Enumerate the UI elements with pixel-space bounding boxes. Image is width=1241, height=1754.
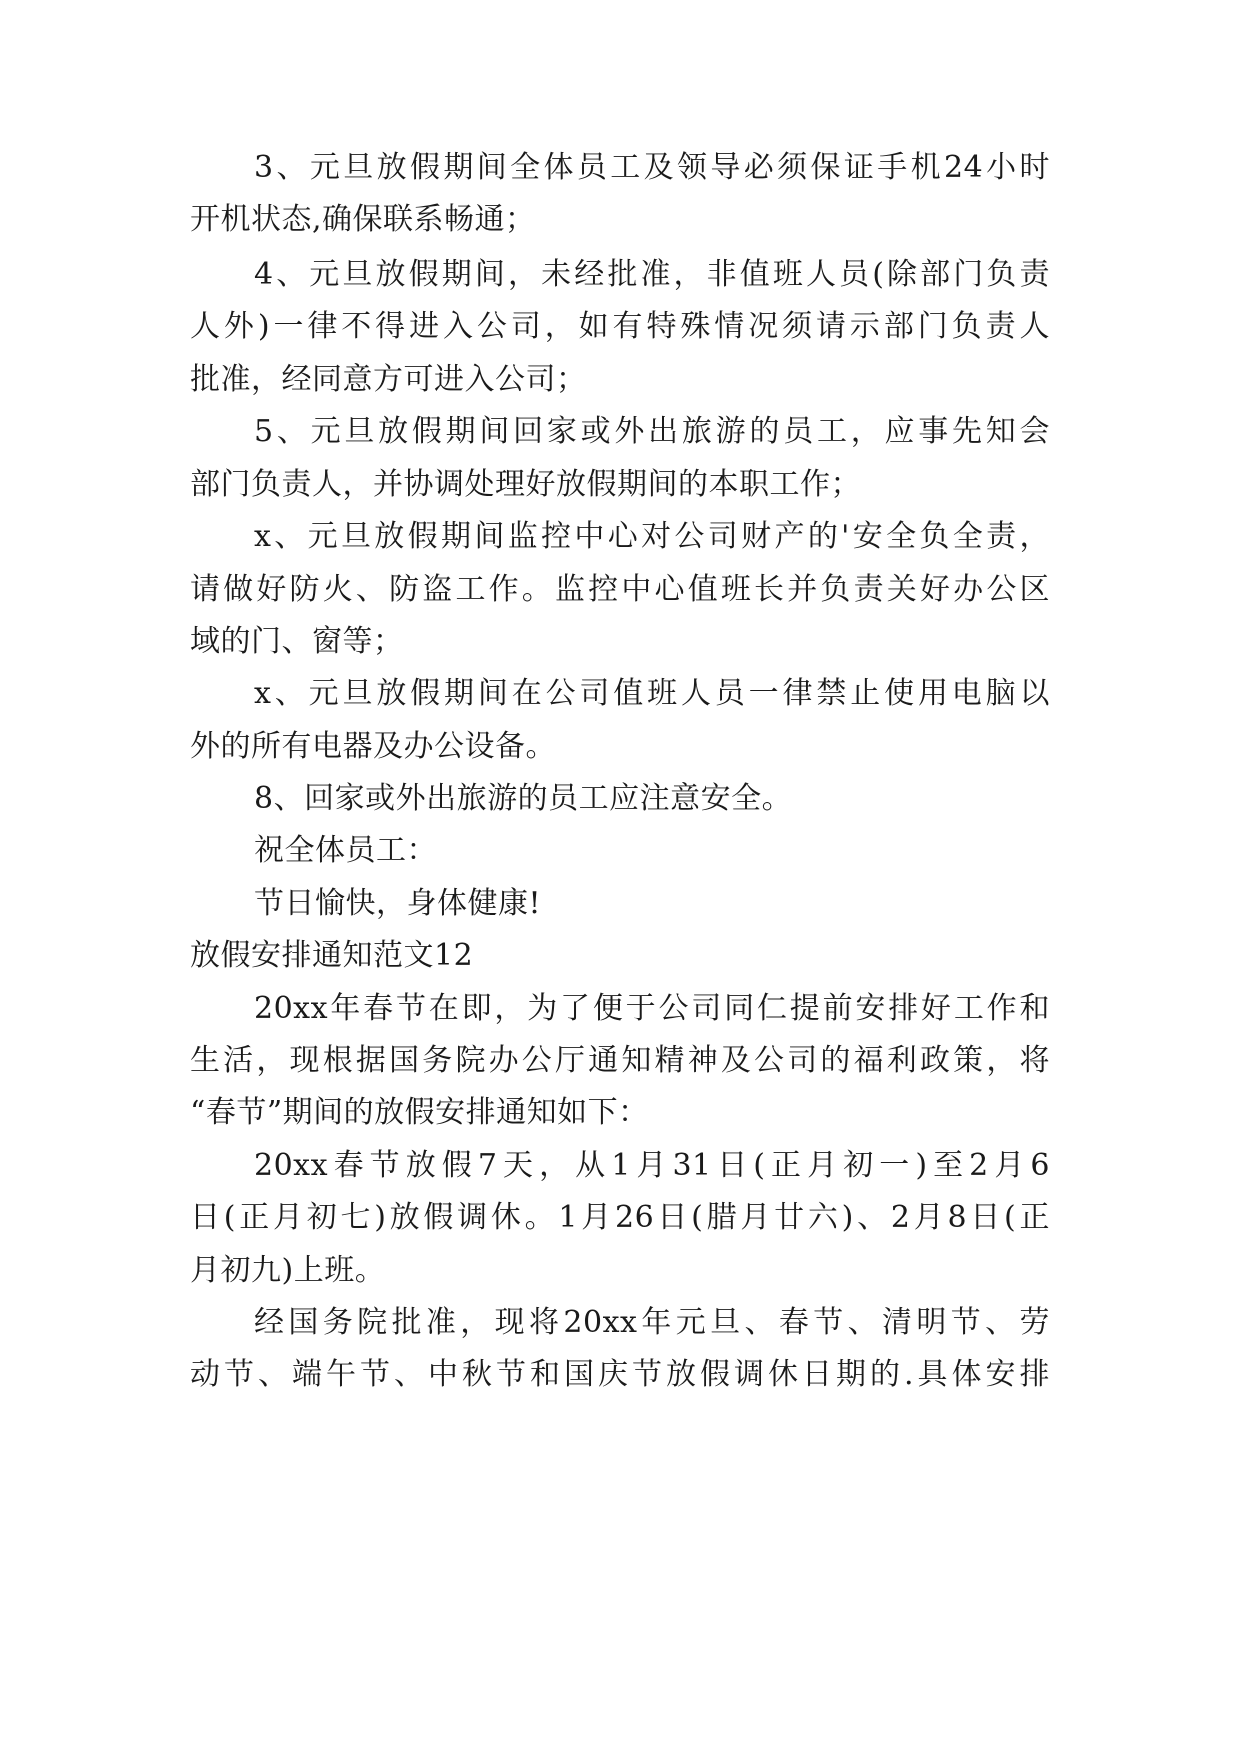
paragraph-line: 生活，现根据国务院办公厅通知精神及公司的福利政策，将 — [190, 1043, 1050, 1078]
paragraph-line: 经国务院批准，现将20xx年元旦、春节、清明节、劳 — [254, 1305, 1050, 1340]
paragraph-line: 开机状态,确保联系畅通； — [190, 202, 536, 237]
paragraph-line: 部门负责人，并协调处理好放假期间的本职工作； — [190, 467, 861, 502]
paragraph-line: 请做好防火、防盗工作。监控中心值班长并负责关好办公区 — [190, 572, 1050, 607]
paragraph-line: 3、元旦放假期间全体员工及领导必须保证手机24小时 — [254, 150, 1050, 185]
paragraph-line: 4、元旦放假期间，未经批准，非值班人员(除部门负责 — [254, 257, 1050, 292]
paragraph-line: 外的所有电器及办公设备。 — [190, 729, 556, 764]
paragraph-line: “春节”期间的放假安排通知如下： — [190, 1095, 649, 1130]
paragraph-line: 人外)一律不得进入公司，如有特殊情况须请示部门负责人 — [190, 309, 1050, 344]
paragraph-line: 日(正月初七)放假调休。1月26日(腊月廿六)、2月8日(正 — [190, 1200, 1050, 1235]
paragraph-line: 域的门、窗等； — [190, 624, 404, 659]
section-heading: 放假安排通知范文12 — [190, 938, 474, 973]
paragraph-line: 5、元旦放假期间回家或外出旅游的员工，应事先知会 — [254, 414, 1050, 449]
paragraph-line: 动节、端午节、中秋节和国庆节放假调休日期的.具体安排 — [190, 1357, 1050, 1392]
paragraph-line: 20xx年春节在即，为了便于公司同仁提前安排好工作和 — [254, 991, 1050, 1026]
paragraph-line: 月初九)上班。 — [190, 1253, 386, 1288]
paragraph-line: 20xx春节放假7天，从1月31日(正月初一)至2月6 — [254, 1148, 1050, 1183]
paragraph-line: x、元旦放假期间监控中心对公司财产的'安全负全责， — [254, 519, 1050, 554]
paragraph-line: 批准，经同意方可进入公司； — [190, 362, 587, 397]
paragraph-line: x、元旦放假期间在公司值班人员一律禁止使用电脑以 — [254, 676, 1050, 711]
paragraph-line: 节日愉快，身体健康! — [254, 886, 542, 921]
paragraph-line: 8、回家或外出旅游的员工应注意安全。 — [254, 781, 793, 816]
paragraph-line: 祝全体员工： — [254, 833, 437, 868]
